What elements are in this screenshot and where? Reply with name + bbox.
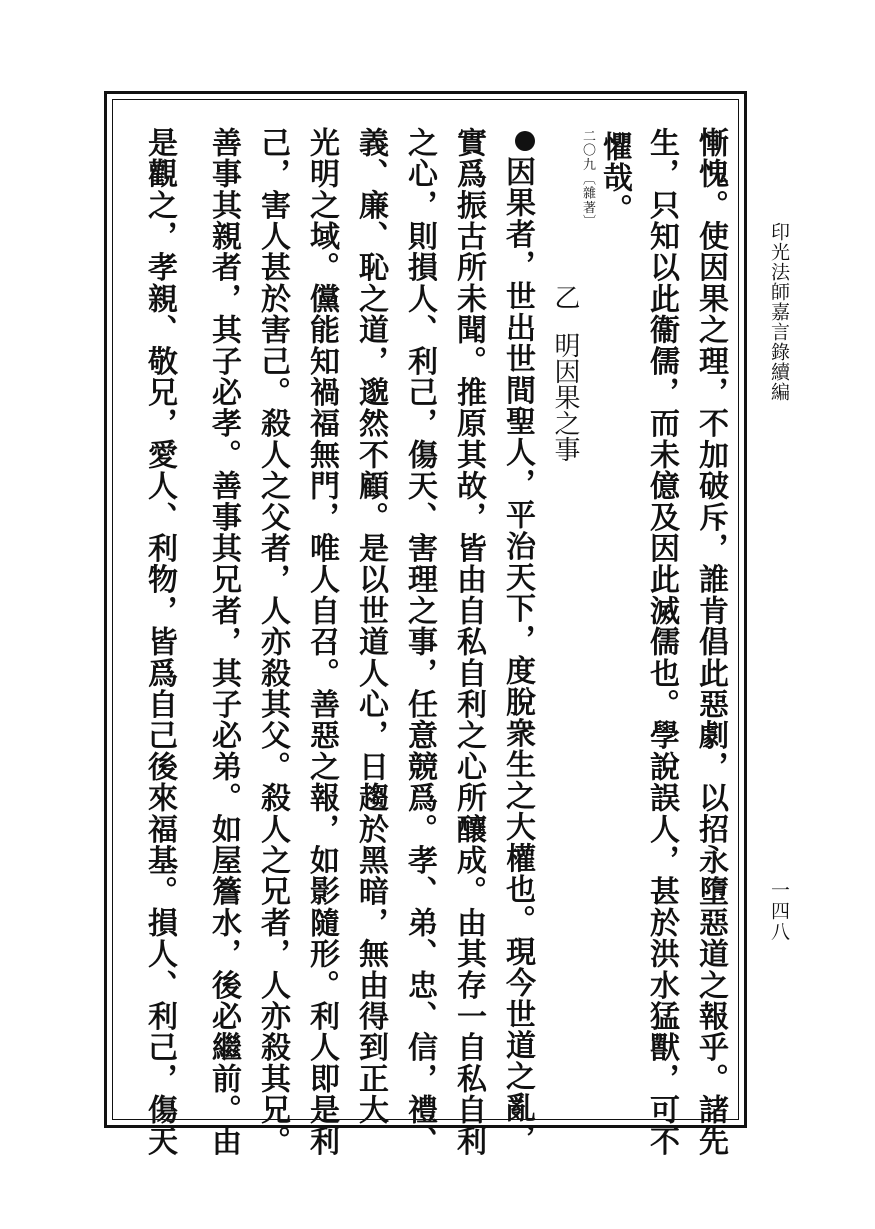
text-column-10: 己，害人甚於害己。殺人之父者，人亦殺其父。殺人之兄者，人亦殺其兄。 bbox=[255, 127, 290, 1157]
text-column-5 bbox=[497, 127, 537, 1154]
closing-sentence: 懼哉。 bbox=[597, 130, 632, 225]
section-heading bbox=[545, 284, 585, 462]
text-column-2: 生，只知以此衞儒，而未億及因此滅儒也。學說誤人，甚於洪水猛獸，可不 bbox=[644, 127, 679, 1157]
text-column-1: 慚愧。使因果之理，不加破斥，誰肯倡此惡劇，以招永墮惡道之報乎。諸先 bbox=[693, 127, 728, 1157]
text-column-6: 實爲振古所未聞。推原其故，皆由自私自利之心所釀成。由其存一自私自利 bbox=[451, 127, 486, 1157]
running-title: 印光法師嘉言錄續編 bbox=[768, 222, 790, 402]
text-column-9: 光明之域。儻能知禍福無門，唯人自召。善惡之報，如影隨形。利人即是利 bbox=[304, 127, 339, 1157]
text-column-3 bbox=[580, 127, 634, 229]
section-title: 明因果之事 bbox=[550, 332, 580, 462]
citation-source: 〔雜著〕 bbox=[580, 171, 595, 229]
citation-page: 二〇九 bbox=[580, 129, 595, 172]
text-column-11: 善事其親者，其子必孝。善事其兄者，其子必弟。如屋簷水，後必繼前。由 bbox=[206, 127, 241, 1157]
section-mark: 乙 bbox=[550, 284, 580, 310]
paragraph-start: 因果者，世出世間聖人，平治天下，度脫衆生之大權也。現今世道之亂， bbox=[500, 156, 535, 1155]
text-frame bbox=[104, 91, 747, 1157]
text-column-12: 是觀之，孝親、敬兄，愛人、利物，皆爲自己後來福基。損人、利己，傷天 bbox=[142, 127, 177, 1157]
text-column-8: 義、廉、恥之道，邈然不顧。是以世道人心，日趨於黑暗，無由得到正大 bbox=[353, 127, 388, 1126]
bullet-icon bbox=[515, 131, 535, 151]
page-number: 一四八 bbox=[768, 880, 790, 943]
text-column-7: 之心，則損人、利己，傷天、害理之事，任意競爲。孝、弟、忠、信，禮、 bbox=[402, 127, 437, 1157]
citation bbox=[580, 129, 594, 228]
